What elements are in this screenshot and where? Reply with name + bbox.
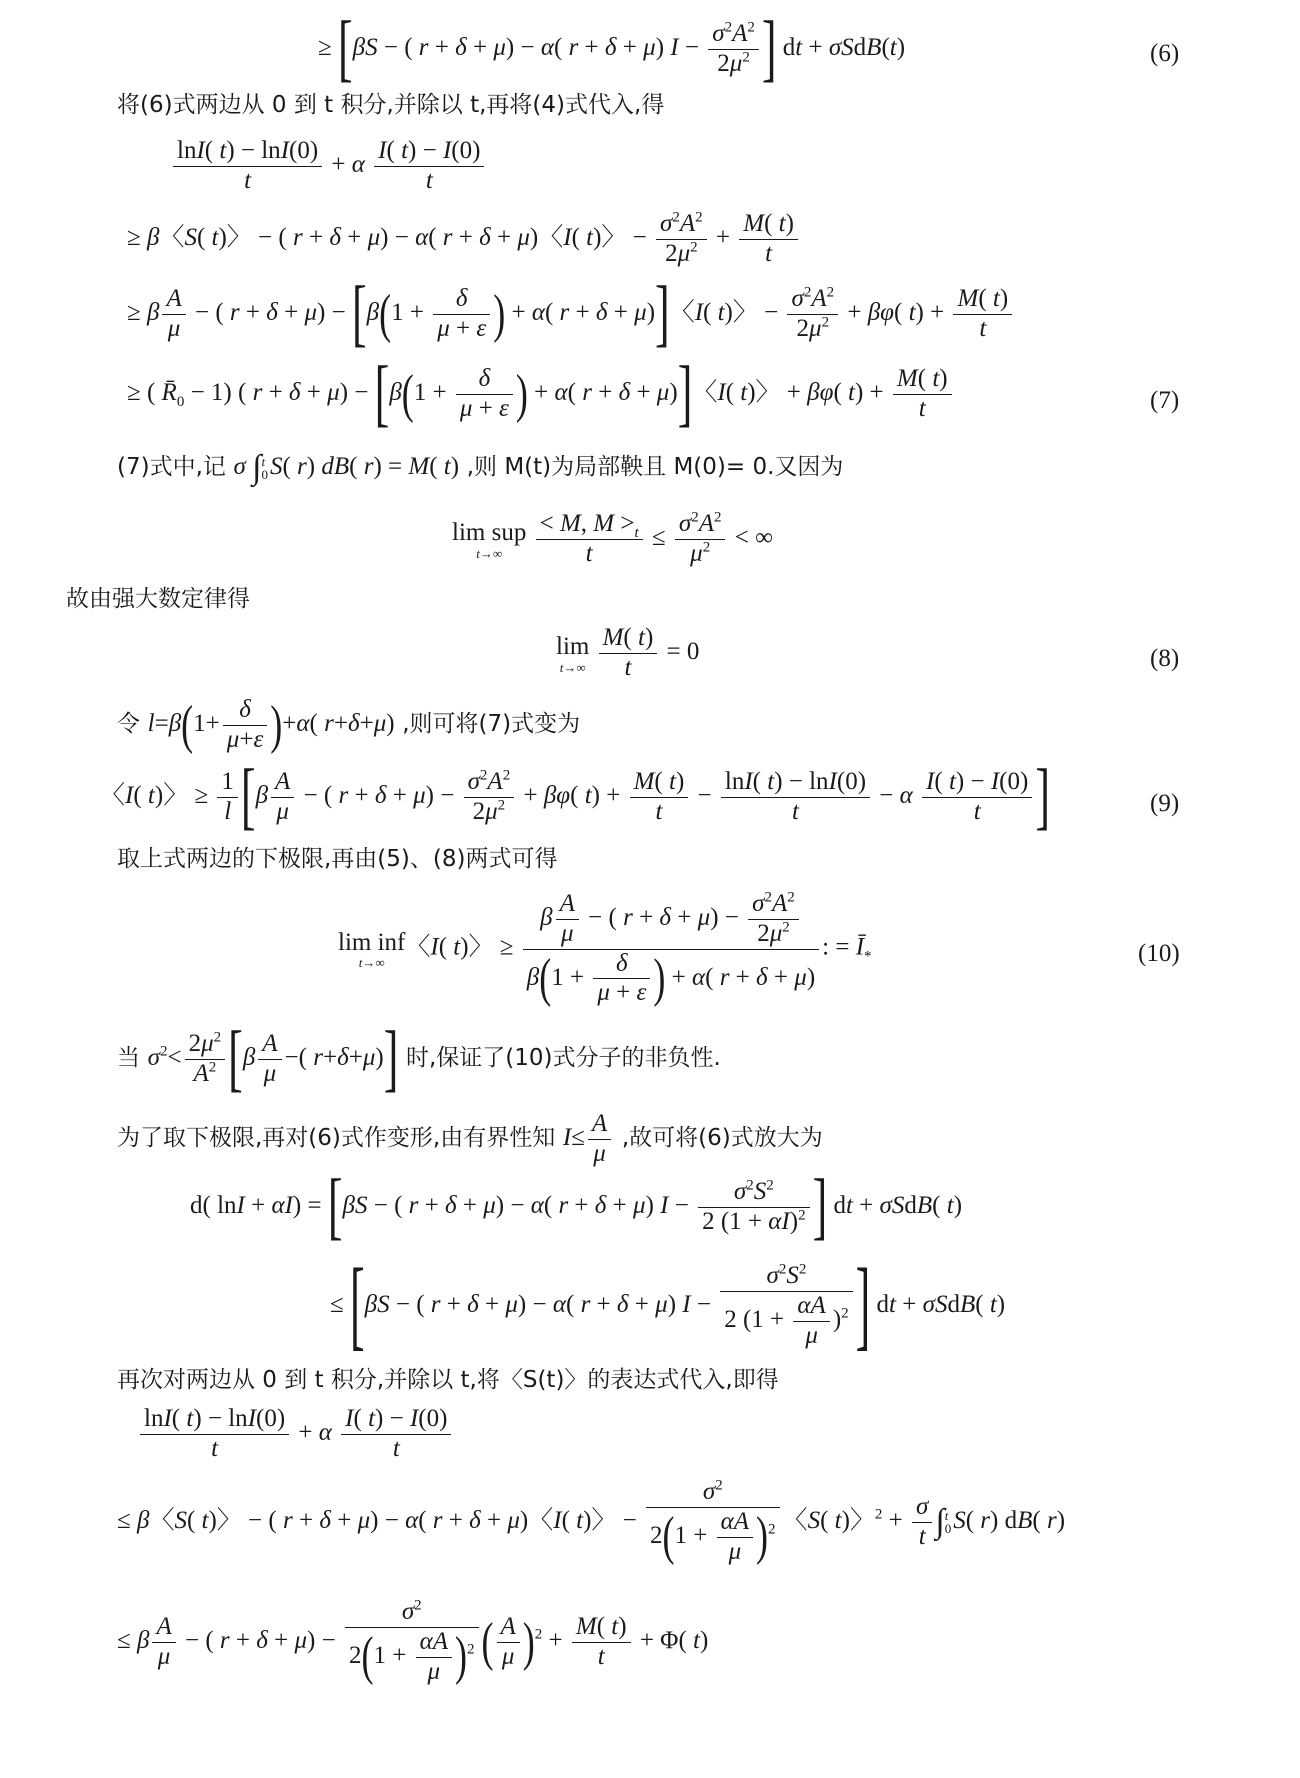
paragraph-define-l-b: ,则可将(7)式变为 (402, 710, 581, 737)
inequality-line-2: ≥ β $\frac{A}{\mu}$ − ( r + δ + μ) − [β(1 + $\frac{\delta}{\mu + \varepsilon}$ ) + α( r + δ + μ)]〈I( t)〉 − $\frac{\sigma^2A^2}{2\mu^2}$ + βφ( t) + $\frac{M( t)}{t}$ (127, 285, 1015, 344)
paragraph-condition-a: 当 (117, 1044, 140, 1071)
equation-number-6: (6) (1150, 40, 1180, 67)
inequality-upper-2: ≤ β $\frac{A}{\mu}$ − ( r + δ + μ) − $\sigma^2$ 2(1 + $\frac{\alpha A}{\mu}$ )$^2$ ( $\frac{A}{\mu}$ )$^2$ + $\frac{M( t)}{t}$ + Φ( t) (117, 1597, 709, 1686)
equation-dln-2: ≤ [βS − ( r + δ + μ) − α( r + δ + μ) I − $\sigma^2S^2$ 2 (1 + $\frac{\alpha A}{\mu}$ )$^2$ ] dt + σSdB( t) (330, 1247, 1006, 1361)
equation-10: lim inf t→∞ 〈I( t)〉 ≥ β $\frac{A}{\mu}$ − ( r + δ + μ) − $\frac{\sigma^2A^2}{2\mu^2}$ β(1 + $\frac{\delta}{\mu + \varepsilon}$ ) + α( r + δ + μ) : = $Ī_*$ (338, 889, 872, 1008)
equation-limsup: lim sup t→∞ $\frac{< M, M >_t}{t}$ ≤ $\frac{\sigma^2A^2}{\mu^2}$ < ∞ (452, 509, 773, 567)
paragraph-condition-b: 时,保证了(10)式分子的非负性. (406, 1044, 721, 1071)
equation-number-9: (9) (1150, 790, 1180, 817)
equation-number-10: (10) (1138, 940, 1180, 967)
paragraph-slln: 故由强大数定律得 (66, 586, 250, 612)
paragraph-condition: 当 $\sigma^2<$ $\frac{2\mu^2}{A^2}$ [β $\frac{A}{\mu}$ −( r+δ+μ)] 时,保证了(10)式分子的非负性. (117, 1016, 721, 1100)
equation-9: 〈I( t)〉 ≥ $\frac{1}{l}$ [β $\frac{A}{\mu}$ − ( r + δ + μ) − $\frac{\sigma^2A^2}{2\mu^2}$ + βφ( t) + $\frac{M( t)}{t}$ − $\frac{\ln I( t) - \ln I(0)}{t}$ − α $\frac{I( t) - I(0)}{t}$ ] (100, 754, 1050, 838)
inequality-line-1: ≥ β〈S( t)〉 − ( r + δ + μ) − α( r + δ + μ)〈I( t)〉 − $\frac{\sigma^2A^2}{2\mu^2}$ + $\frac{M( t)}{t}$ (127, 210, 801, 269)
paragraph-martingale-b: ,则 M(t)为局部鞅且 M(0)= 0.又因为 (466, 454, 844, 481)
equation-6: ≥ [βS − ( r + δ + μ) − α( r + δ + μ) I − $\frac{\sigma^2A^2}{2\mu^2}$ ] dt + σSdB(t) (318, 6, 906, 90)
inequality-line-3: ≥ ( $R̄_0 - 1$) ( r + δ + μ) − [β(1 + $\frac{\delta}{\mu + \varepsilon}$ ) + α( r + δ + μ)]〈I( t)〉 + βφ( t) + $\frac{M( t)}{t}$ (127, 365, 955, 424)
equation-ln-ratio: $\frac{\ln I( t) - \ln I(0)}{t}$ + α $\frac{I( t) - I(0)}{t}$ (170, 137, 487, 196)
paragraph-integrate-6: 将(6)式两边从 0 到 t 积分,并除以 t,再将(4)式代入,得 (117, 92, 665, 118)
paragraph-martingale: (7)式中,记 σ ∫ t 0 S( r) dB( r) = M( t) ,则 M(t)为局部鞅且 M(0)= 0.又因为 (117, 449, 844, 486)
equation-number-8: (8) (1150, 645, 1180, 672)
paragraph-bound-b: ,故可将(6)式放大为 (621, 1124, 823, 1151)
inequality-upper-1: ≤ β〈S( t)〉 − ( r + δ + μ) − α( r + δ + μ)〈I( t)〉 − $\sigma^2$ 2(1 + $\frac{\alpha A}{\mu}$ )$^2$ 〈S( t)〉$^2$ + $\frac{\sigma}{t}$ ∫ t 0 S( r) dB( r) (117, 1477, 1066, 1566)
equation-ln-ratio-2: $\frac{\ln I( t) - \ln I(0)}{t}$ + α $\frac{I( t) - I(0)}{t}$ (137, 1405, 454, 1464)
paragraph-define-l-a: 令 (117, 710, 140, 737)
paragraph-bound: 为了取下极限,再对(6)式作变形,由有界性知 I≤ $\frac{A}{\mu}$ ,故可将(6)式放大为 (117, 1110, 823, 1167)
equation-dln-1: d( lnI + αI) = [βS − ( r + δ + μ) − α( r + δ + μ) I − $\frac{\sigma^2S^2}{2 (1 + \alpha I)^2}$ ] dt + σSdB( t) (190, 1164, 963, 1248)
paragraph-liminf: 取上式两边的下极限,再由(5)、(8)两式可得 (117, 846, 558, 872)
paragraph-integrate-again: 再次对两边从 0 到 t 积分,并除以 t,将〈S(t)〉的表达式代入,即得 (117, 1367, 779, 1393)
paragraph-martingale-a: (7)式中,记 (117, 454, 226, 481)
paragraph-bound-a: 为了取下极限,再对(6)式作变形,由有界性知 (117, 1124, 556, 1151)
equation-number-7: (7) (1150, 387, 1180, 414)
paragraph-define-l: 令 l=β(1+ $\frac{\delta}{\mu+\varepsilon}$ )+α( r+δ+μ) ,则可将(7)式变为 (117, 694, 581, 755)
equation-8: lim t→∞ $\frac{M( t)}{t}$ = 0 (556, 624, 700, 681)
